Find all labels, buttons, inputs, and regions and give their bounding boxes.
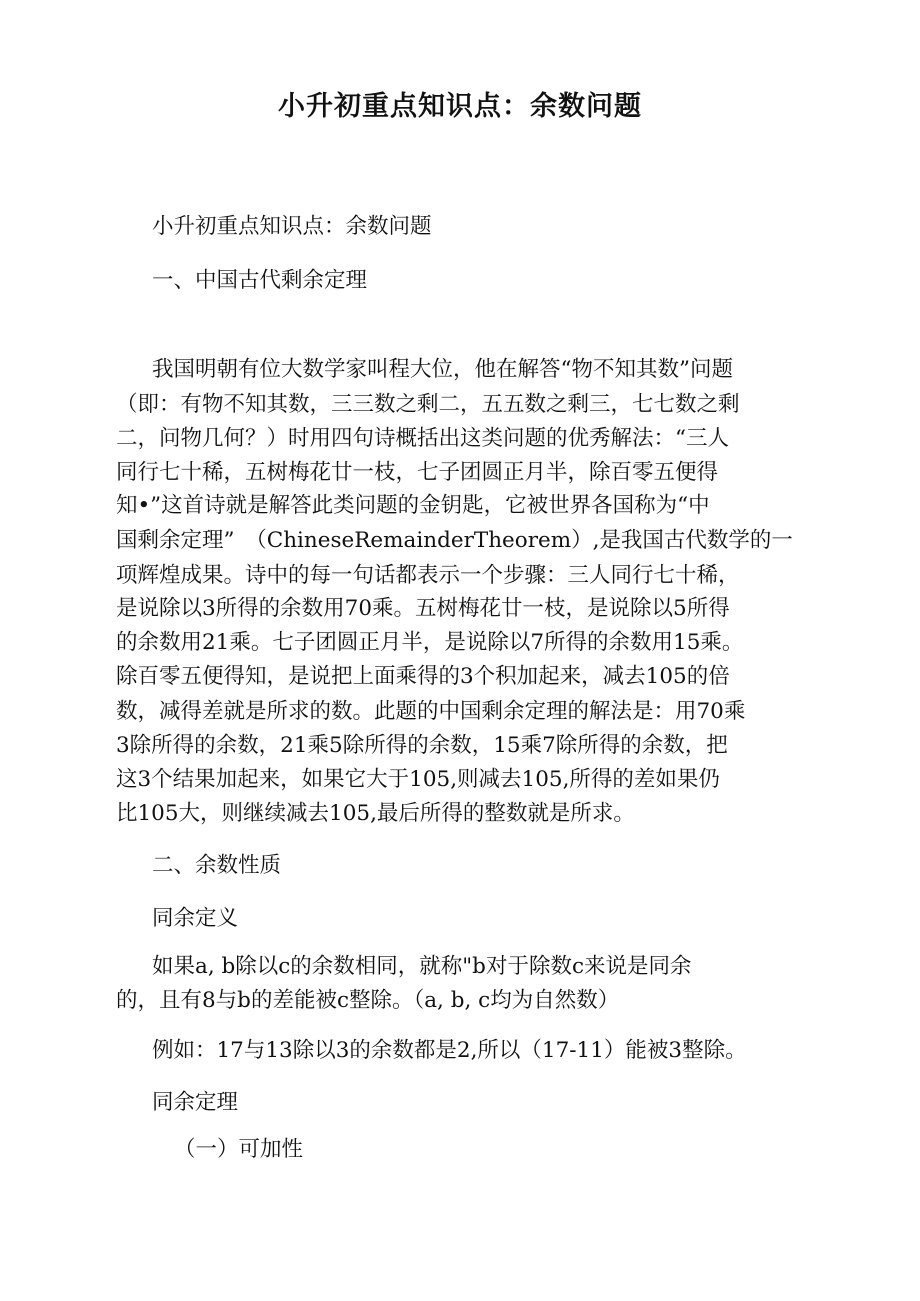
subtitle: 小升初重点知识点：余数问题 bbox=[152, 214, 432, 239]
paragraph-line: 项辉煌成果。诗中的每一句话都表示一个步骤：三人同行七十稀， bbox=[116, 563, 740, 588]
paragraph-line: 3除所得的余数，21乘5除所得的余数，15乘7除所得的余数，把 bbox=[116, 733, 728, 758]
paragraph-line: 数，减得差就是所求的数。此题的中国剩余定理的解法是：用70乘 bbox=[116, 699, 746, 724]
theorem-heading: 同余定理 bbox=[152, 1090, 239, 1115]
paragraph-line: 比105大，则继续减去105,最后所得的整数就是所求。 bbox=[116, 801, 635, 826]
paragraph-line: 是说除以3所得的余数用70乘。五树梅花廿一枝，是说除以5所得 bbox=[116, 596, 730, 621]
example-line: 例如：17与13除以3的余数都是2,所以（17-11）能被3整除。 bbox=[152, 1038, 747, 1063]
paragraph-line: 同行七十稀，五树梅花廿一枝，七子团圆正月半，除百零五便得 bbox=[116, 460, 719, 485]
definition-line: 的，且有8与b的差能被c整除。（a, b, c均为自然数） bbox=[116, 988, 620, 1013]
paragraph-line: 除百零五便得知，是说把上面乘得的3个积加起来，减去105的倍 bbox=[116, 664, 730, 689]
paragraph-line: 二，问物几何？）时用四句诗概括出这类问题的优秀解法：“三人 bbox=[116, 426, 729, 451]
paragraph-line: 这3个结果加起来，如果它大于105,则减去105,所得的差如果仍 bbox=[116, 767, 720, 792]
paragraph-line: （即：有物不知其数，三三数之剩二，五五数之剩三，七七数之剩 bbox=[116, 392, 740, 417]
sub-heading: （一）可加性 bbox=[174, 1137, 304, 1162]
page-title: 小升初重点知识点：余数问题 bbox=[278, 91, 642, 122]
section-heading-2: 二、余数性质 bbox=[152, 853, 282, 878]
paragraph-line: 的余数用21乘。七子团圆正月半，是说除以7所得的余数用15乘。 bbox=[116, 630, 744, 655]
section-heading-1: 一、中国古代剩余定理 bbox=[152, 268, 368, 293]
definition-line: 如果a, b除以c的余数相同，就称"b对于除数c来说是同余 bbox=[152, 954, 692, 979]
definition-heading: 同余定义 bbox=[152, 906, 239, 931]
paragraph-line: 国剩余定理” （ChineseRemainderTheorem）,是我国古代数学的一 bbox=[116, 528, 793, 553]
paragraph-line: 知•”这首诗就是解答此类问题的金钥匙，它被世界各国称为“中 bbox=[116, 493, 710, 518]
paragraph-line: 我国明朝有位大数学家叫程大位，他在解答“物不知其数”问题 bbox=[152, 357, 733, 382]
